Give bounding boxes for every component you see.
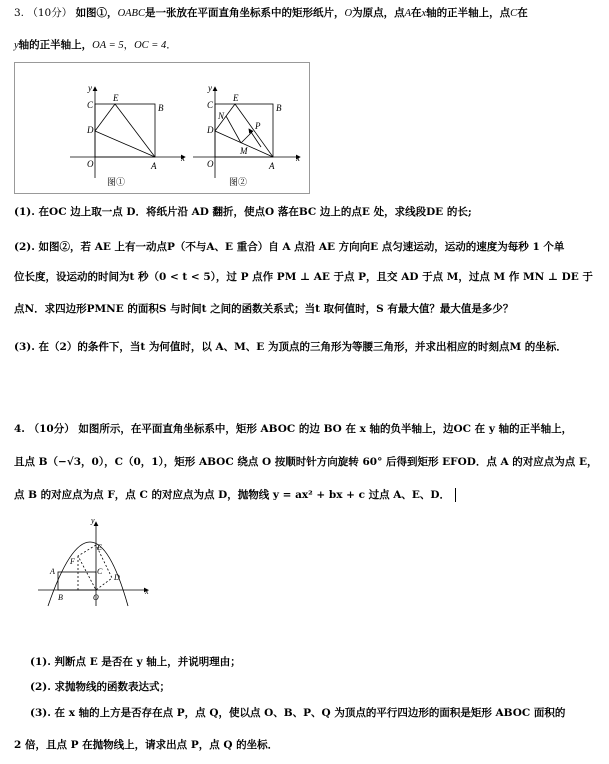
q3-number: 3. （10分） [14, 7, 73, 19]
fig1-segment-de [95, 104, 115, 131]
fig1-label-a: A [151, 161, 157, 171]
q4-label-y: y [91, 518, 95, 525]
q3-text: 轴的正半轴上，点 [426, 7, 511, 19]
q3-text: 是一张放在平面直角坐标系中的矩形纸片， [144, 7, 345, 19]
fig1-caption: 图① [107, 177, 126, 187]
q3-var-o: O [344, 8, 353, 19]
q3-line-2 [14, 38, 177, 53]
fig2-label-x: x [296, 153, 300, 163]
fig1-segment-ae [115, 104, 155, 157]
q3-text: 轴的正半轴上， [18, 39, 93, 51]
q4-label-c: C [97, 567, 103, 576]
q4-label-o: O [93, 593, 99, 602]
fig1-label-o: O [87, 159, 94, 169]
q3-var-a: A [404, 8, 411, 19]
q3-text: 如图①， [75, 7, 118, 19]
fig1-label-b: B [158, 103, 164, 113]
fig2-label-a: A [269, 161, 275, 171]
q3-text: ． [166, 39, 177, 51]
fig1-segment-ad [95, 131, 155, 157]
q4-label-d: D [114, 573, 120, 582]
q4-line-3: 点 B 的对应点为点 F，点 C 的对应点为点 D，抛物线 y = ax² + bx + c 过点 A、E、D． [14, 489, 451, 501]
q4-line-1: 4. （10分） 如图所示，在平面直角坐标系中，矩形 ABOC 的边 BO 在 x 轴的负半轴上，边OC 在 y 轴的正半轴上， [14, 423, 573, 435]
q4-part-1: (1). 判断点 E 是否在 y 轴上，并说明理由； [30, 656, 241, 668]
fig2-label-m: M [240, 146, 248, 156]
q4-part-3-line-1: (3). 在 x 轴的上方是否存在点 P，点 Q，使以点 O、B、P、Q 为顶点的平行四边形的面积是矩形 ABOC 面积的 [30, 707, 566, 719]
fig2-label-p: P [255, 121, 261, 131]
fig1-label-c: C [87, 100, 94, 110]
q3-part-1: (1). 在OC 边上取一点 D．将纸片沿 AD 翻折，使点O 落在BC 边上的点E 处，求线段DE 的长; [14, 206, 472, 218]
fig1-label-x: x [181, 153, 185, 163]
q3-text: 为原点，点 [352, 7, 405, 19]
q4-label-a: A [50, 567, 55, 576]
q4-part-3-line-2: 2 倍，且点 P 在抛物线上，请求出点 P，点 Q 的坐标． [14, 739, 279, 751]
q4-label-b: B [58, 593, 63, 602]
q3-var-y: y [14, 40, 19, 51]
fig2-label-n: N [218, 111, 225, 121]
q3-var-c: C [510, 8, 518, 19]
q4-figure [30, 518, 160, 610]
q3-text: 在 [517, 7, 528, 19]
fig2-label-d: D [207, 125, 214, 135]
q3-eq-oa: OA = 5 [92, 40, 124, 51]
q3-eq-oc: OC = 4 [134, 40, 167, 51]
q3-part-2-line-3: 点N．求四边形PMNE 的面积S 与时间t 之间的函数关系式；当t 取何值时，S 有最大值？最大值是多少？ [14, 303, 514, 315]
fig1-label-e: E [113, 93, 119, 103]
fig1-label-d: D [87, 125, 94, 135]
q3-var-oabc: OABC [117, 8, 145, 19]
fig2-label-y: y [208, 83, 212, 93]
text-cursor [455, 488, 456, 502]
fig1-label-y: y [88, 83, 92, 93]
q3-text: 在 [411, 7, 422, 19]
q4-rectangle-aboc [58, 572, 96, 590]
q3-text: ， [123, 39, 135, 51]
q4-rectangle-efod [78, 545, 112, 590]
q3-var-x: x [421, 8, 427, 19]
fig2-caption: 图② [229, 177, 248, 187]
fig2-label-c: C [207, 100, 214, 110]
q3-part-2-line-1: (2). 如图②，若 AE 上有一动点P（不与A、E 重合）自 A 点沿 AE 方向向E 点匀速运动，运动的速度为每秒 1 个单 [14, 241, 565, 253]
q4-label-x: x [145, 587, 149, 596]
q4-label-e: E [97, 543, 102, 552]
q4-label-f: F [70, 557, 75, 566]
q3-part-2-line-2: 位长度，设运动的时间为t 秒（0 < t < 5），过 P 点作 PM ⊥ AE 于点 P，且交 AD 于点 M，过点 M 作 MN ⊥ DE 于 [14, 271, 593, 283]
q3-line-1 [14, 6, 528, 21]
fig2-label-e: E [233, 93, 239, 103]
q3-part-3: (3). 在（2）的条件下，当t 为何值时，以 A、M、E 为顶点的三角形为等腰三角形，并求出相应的时刻点M 的坐标． [14, 341, 567, 353]
q4-line-2: 且点 B（−√3，0），C（0，1），矩形 ABOC 绕点 O 按顺时针方向旋转 60° 后得到矩形 EFOD．点 A 的对应点为点 E， [14, 456, 598, 468]
fig1-rectangle [95, 104, 155, 157]
q4-part-2: (2). 求抛物线的函数表达式； [30, 681, 171, 693]
fig2-label-o: O [207, 159, 214, 169]
fig2-label-b: B [276, 103, 282, 113]
q3-figures [15, 63, 311, 195]
q3-figure-box [14, 62, 310, 194]
